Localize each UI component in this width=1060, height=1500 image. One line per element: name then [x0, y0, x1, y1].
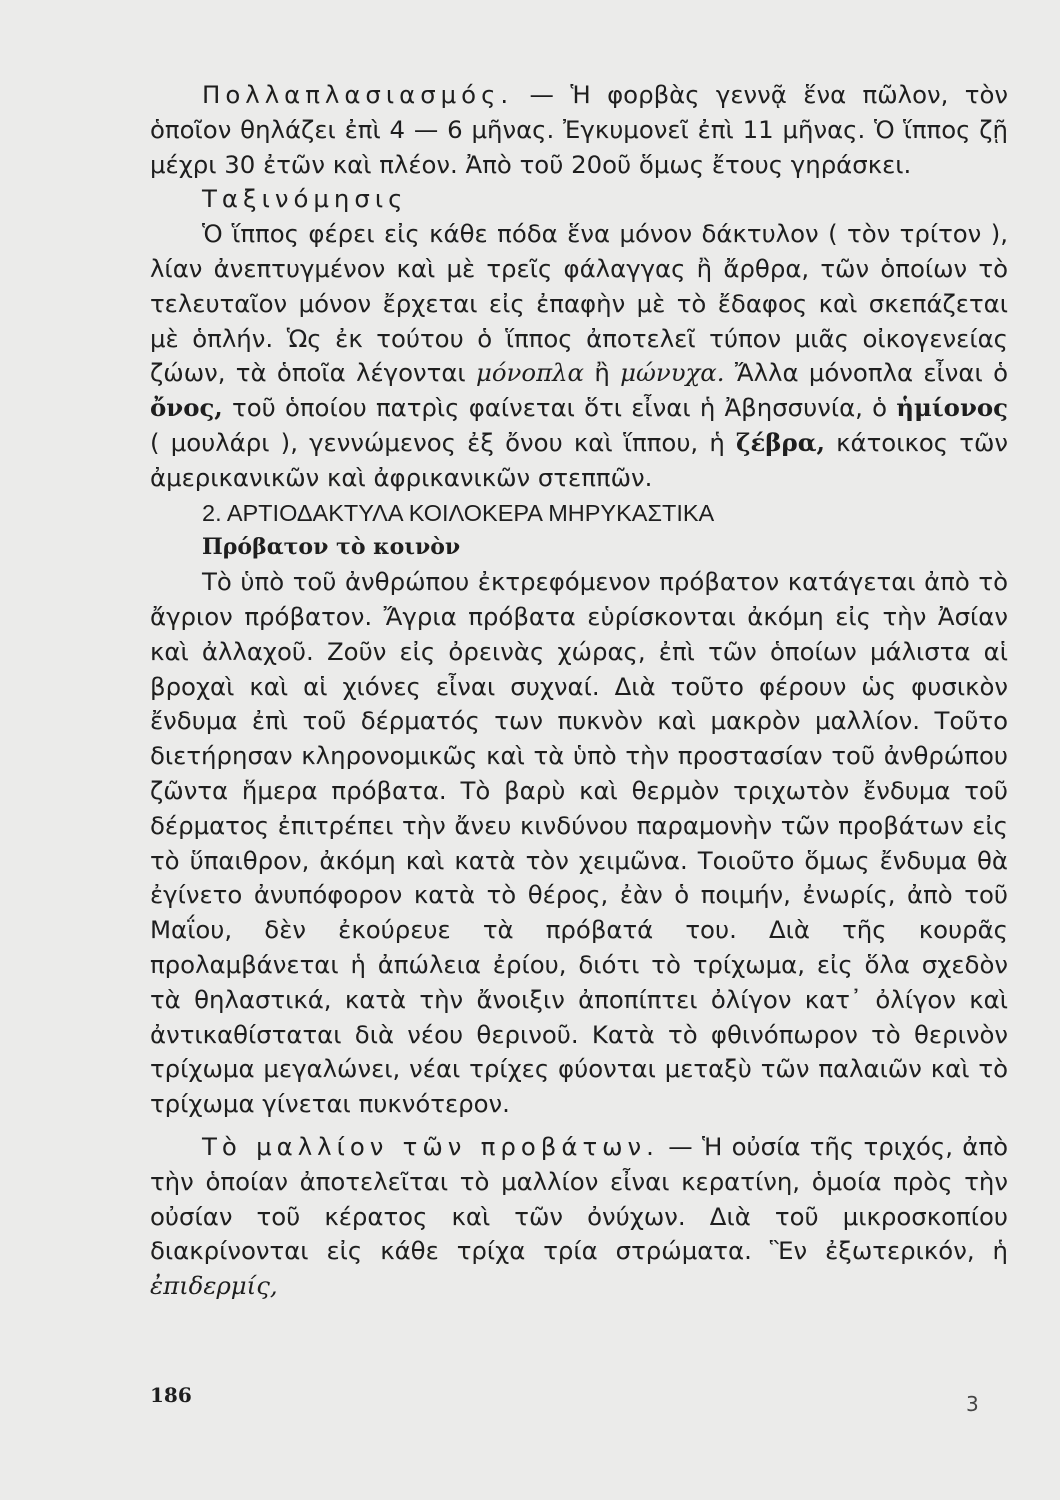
paragraph-wool: Τὸ μαλλίον τῶν προβάτων. — Ἡ οὐσία τῆς τριχός, ἀπὸ τὴν ὁποίαν ἀποτελεῖται τὸ μαλλίον εἶναι κερατίνη, ὁμοία πρὸς τὴν οὐσίαν τοῦ κέρατος καὶ τῶν ὀνύχων. Διὰ τοῦ μικροσκοπίου διακρίνονται εἰς κάθε τρίχα τρία στρώματα. Ἓν ἐξωτερικόν, ἡ ἐπιδερμίς, — [150, 1131, 1008, 1301]
chapter-heading: 2. ΑΡΤΙΟΔΑΚΤΥΛΑ ΚΟΙΛΟΚΕΡΑ ΜΗΡΥΚΑΣΤΙΚΑ — [202, 499, 715, 526]
term-imionos: ἡμίονος — [896, 393, 1008, 423]
term-onos: ὄνος, — [150, 393, 223, 423]
section-subheading: Πρόβατον τὸ κοινὸν — [202, 534, 461, 561]
paragraph-taxonomy: Ὁ ἵππος φέρει εἰς κάθε πόδα ἕνα μόνον δάκτυλον ( τὸν τρίτον ), λίαν ἀνεπτυγμένον καὶ μὲ τρεῖς φάλαγγας ἢ ἄρθρα, τῶν ὁποίων τὸ τελευταῖον μόνον ἔρχεται εἰς ἐπαφὴν μὲ τὸ ἔδαφος καὶ σκεπάζεται μὲ ὁπλήν. Ὡς ἐκ τούτου ὁ ἵππος ἀποτελεῖ τύπον μιᾶς οἰκογενείας ζώων, τὰ ὁποῖα λέγονται μόνοπλα ἢ μώνυχα. Ἄλλα μόνοπλα εἶναι ὁ ὄνος, τοῦ ὁποίου πατρὶς φαίνεται ὅτι εἶναι ἡ Ἀβησσυνία, ὁ ἡμίονος ( μουλάρι ), γεννώμενος ἐξ ὄνου καὶ ἵππου, ἡ ζέβρα, κάτοικος τῶν ἀμερικανικῶν καὶ ἀφρικανικῶν στεππῶν. — [150, 219, 1009, 492]
paragraph-reproduction — [150, 78, 1008, 182]
term-reproduction: Πολλαπλασιασμός. — [202, 80, 514, 109]
paragraph-sheep: Τὸ ὑπὸ τοῦ ἀνθρώπου ἐκτρεφόμενον πρόβατον κατάγεται ἀπὸ τὸ ἄγριον πρόβατον. Ἄγρια πρόβατα εὑρίσκονται ἀκόμη εἰς τὴν Ἀσίαν καὶ ἀλλαχοῦ. Ζοῦν εἰς ὀρεινὰς χώρας, ἐπὶ τῶν ὁποίων μάλιστα αἱ βροχαὶ καὶ αἱ χιόνες εἶναι συχναί. Διὰ τοῦτο φέρουν ὡς φυσικὸν ἔνδυμα ἐπὶ τοῦ δέρματός των πυκνὸν καὶ μακρὸν μαλλίον. Τοῦτο διετήρησαν κληρονομικῶς καὶ τὰ ὑπὸ τὴν προστασίαν τοῦ ἀνθρώπου ζῶντα ἥμερα πρόβατα. Τὸ βαρὺ καὶ θερμὸν τριχωτὸν ἔνδυμα τοῦ δέρματος ἐπιτρέπει τὴν ἄνευ κινδύνου παραμονὴν τῶν προβάτων εἰς τὸ ὕπαιθρον, ἀκόμη καὶ κατὰ τὸν χειμῶνα. Τοιοῦτο ὅμως ἔνδυμα θὰ ἐγίνετο ἀνυπόφορον κατὰ τὸ θέρος, ἐὰν ὁ ποιμήν, ἐνωρίς, ἀπὸ τοῦ Μαΐου, δὲν ἐκούρευε τὰ πρόβατά του. Διὰ τῆς κουρᾶς προλαμβάνεται ἡ ἀπώλεια ἐρίου, διότι τὸ τρίχωμα, εἰς ὅλα σχεδὸν τὰ θηλαστικά, κατὰ τὴν ἄνοιξιν ἀποπίπτει ὀλίγον κατ᾽ ὀλίγον καὶ ἀντικαθίσταται διὰ νέου θερινοῦ. Κατὰ τὸ φθινόπωρον τὸ θερινὸν τρίχωμα μεγαλώνει, νέαι τρίχες φύονται μεταξὺ τῶν παλαιῶν καὶ τὸ τρίχωμα γίνεται πυκνότερον. — [150, 567, 1008, 1119]
heading-taxonomy: Ταξινόμησις — [202, 184, 408, 214]
term-zevra: ζέβρα, — [736, 427, 825, 457]
signature-mark: 3 — [966, 1392, 979, 1416]
paragraph-reproduction-text: — Ἡ φορβὰς γεννᾷ ἕνα πῶλον, τὸν ὁποῖον θηλάζει ἐπὶ 4 — 6 μῆνας. Ἐγκυμονεῖ ἐπὶ 11 μῆνας. Ὁ ἵππος ζῇ μέχρι 30 ἐτῶν καὶ πλέον. Ἀπὸ τοῦ 20οῦ ὅμως ἔτους γηράσκει. — [150, 80, 1008, 179]
term-monopla: μόνοπλα — [476, 358, 585, 388]
term-epidermis: ἐπιδερμίς, — [150, 1271, 278, 1301]
text-body — [150, 78, 1008, 1304]
term-wool: Τὸ μαλλίον τῶν προβάτων. — [202, 1131, 659, 1161]
term-monycha: μώνυχα. — [620, 358, 725, 388]
page-number: 186 — [150, 1383, 192, 1407]
